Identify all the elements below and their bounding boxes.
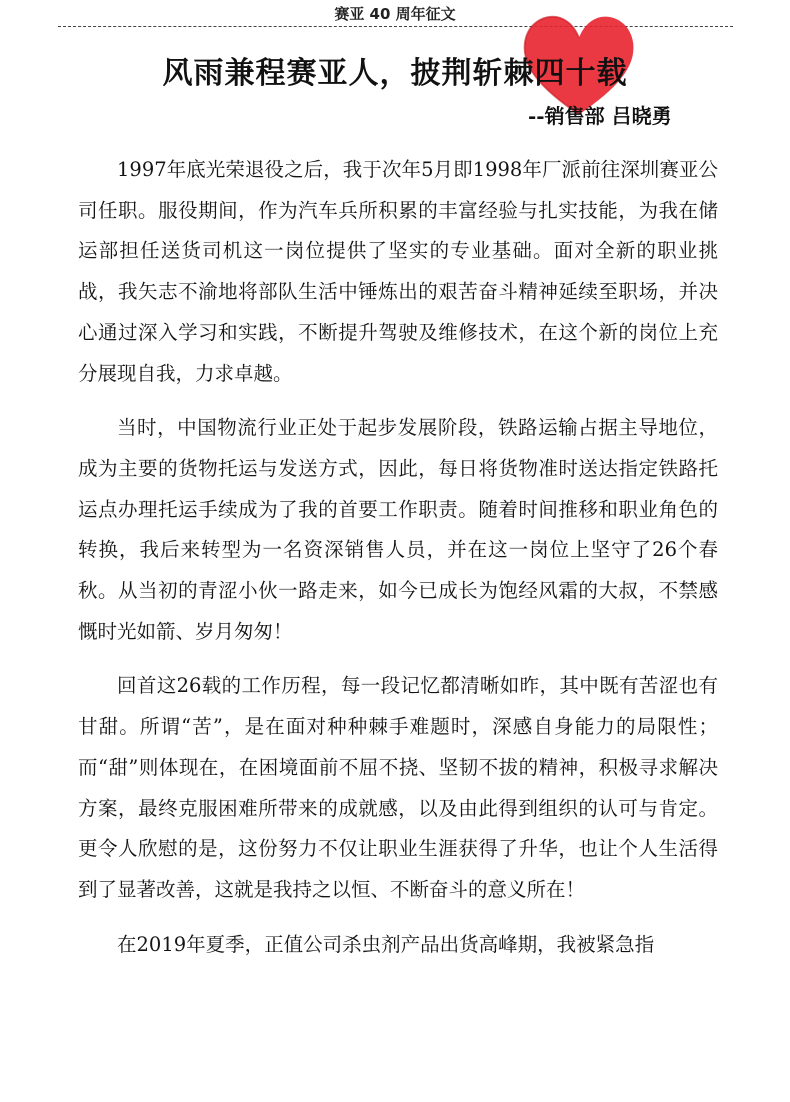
page-header: 赛亚 40 周年征文 (334, 5, 456, 23)
article-title: 风雨兼程赛亚人，披荆斩棘四十载 (162, 56, 628, 91)
paragraph: 在2019年夏季，正值公司杀虫剂产品出货高峰期，我被紧急指 (117, 932, 655, 956)
article-body (78, 150, 718, 965)
author-byline: --销售部 吕晓勇 (528, 104, 672, 128)
paragraph: 当时，中国物流行业正处于起步发展阶段，铁路运输占据主导地位，成为主要的货物托运与发送方式，因此，每日将货物准时送达指定铁路托运点办理托运手续成为了我的首要工作职责。随着时间推移和职业角色的转换，我后来转型为一名资深销售人员，并在这一岗位上坚守了26个春秋。从当初的青涩小伙一路走来，如今已成长为饱经风霜的大叔，不禁感慨时光如箭、岁月匆匆！ (78, 416, 718, 643)
paragraph: 1997年底光荣退役之后，我于次年5月即1998年厂派前往深圳赛亚公司任职。服役期间，作为汽车兵所积累的丰富经验与扎实技能，为我在储运部担任送货司机这一岗位提供了坚实的专业基础。面对全新的职业挑战，我矢志不渝地将部队生活中锤炼出的艰苦奋斗精神延续至职场，并决心通过深入学习和实践，不断提升驾驶及维修技术，在这个新的岗位上充分展现自我，力求卓越。 (78, 158, 718, 385)
paragraph: 回首这26载的工作历程，每一段记忆都清晰如昨，其中既有苦涩也有甘甜。所谓“苦”，是在面对种种棘手难题时，深感自身能力的局限性；而“甜”则体现在，在困境面前不屈不挠、坚韧不拔的精神，积极寻求解决方案，最终克服困难所带来的成就感，以及由此得到组织的认可与肯定。更令人欣慰的是，这份努力不仅让职业生涯获得了升华，也让个人生活得到了显著改善，这就是我持之以恒、不断奋斗的意义所在！ (78, 674, 718, 901)
